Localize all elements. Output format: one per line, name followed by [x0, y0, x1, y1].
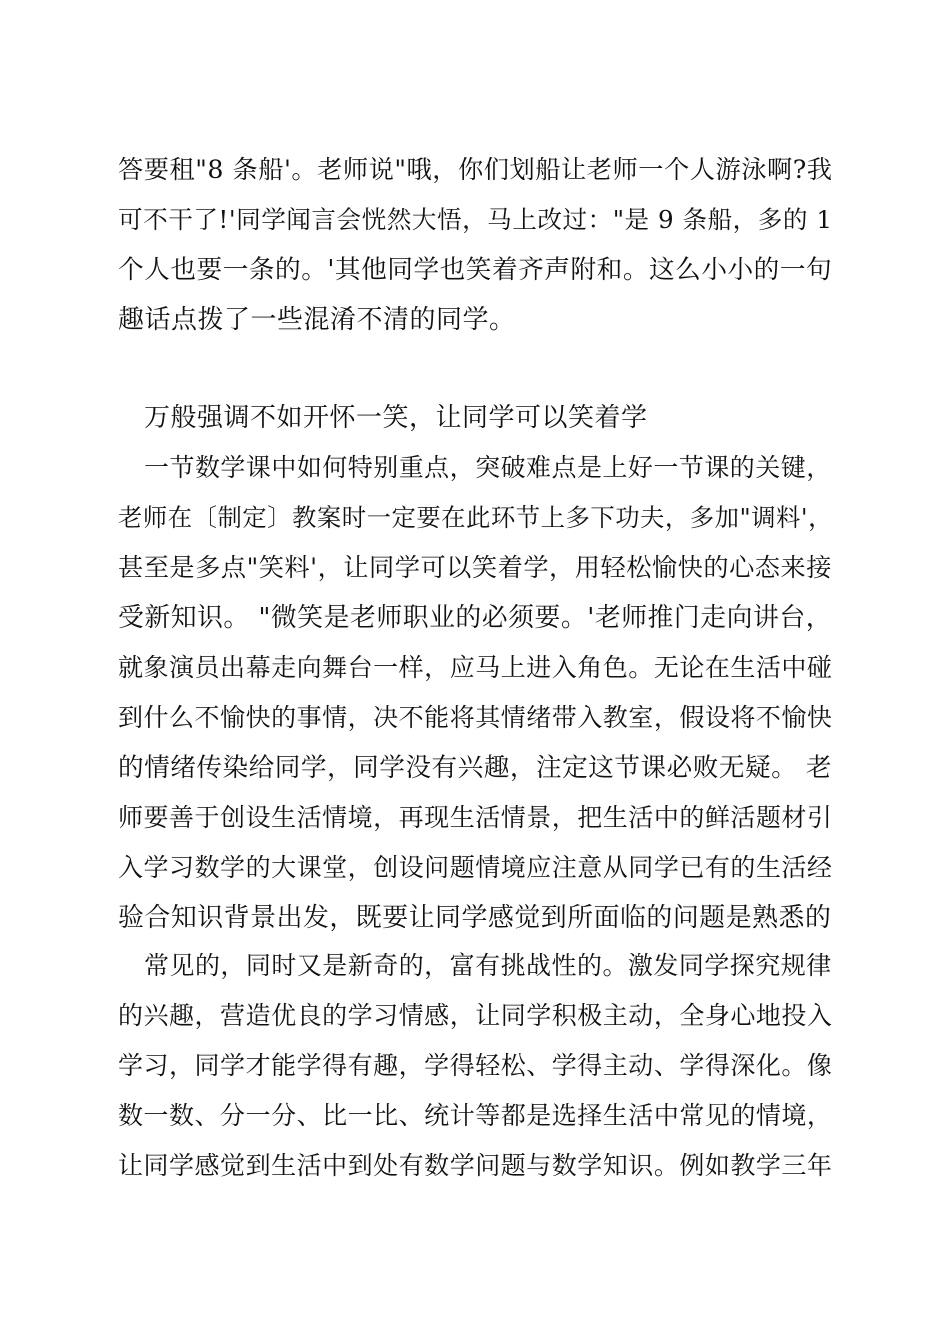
text-line: 验合知识背景出发，既要让同学感觉到所面临的问题是熟悉的: [118, 903, 832, 933]
text-line: 就象演员出幕走向舞台一样，应马上进入角色。无论在生活中碰: [118, 653, 833, 682]
section-heading: 万般强调不如开怀一笑，让同学可以笑着学: [144, 403, 648, 433]
text-line: 学习，同学才能学得有趣，学得轻松、学得主动、学得深化。像: [118, 1051, 833, 1080]
text-line: 的兴趣，营造优良的学习情感，让同学积极主动，全身心地投入: [118, 1001, 833, 1030]
text-line: 受新知识。 "微笑是老师职业的必须要。'老师推门走向讲台，: [118, 603, 833, 633]
text-line: 可不干了!'同学闻言会恍然大悟，马上改过："是 9 条船，多的 1: [118, 205, 833, 234]
text-line: 的情绪传染给同学，同学没有兴趣，注定这节课必败无疑。 老: [118, 753, 833, 783]
text-line: 甚至是多点"笑料'，让同学可以笑着学，用轻松愉快的心态来接: [118, 553, 832, 582]
text-line: 师要善于创设生活情境，再现生活情景，把生活中的鲜活题材引: [118, 803, 833, 832]
text-line: 老师在〔制定〕教案时一定要在此环节上多下功夫，多加"调料'，: [118, 503, 833, 532]
text-line: 数一数、分一分、比一比、统计等都是选择生活中常见的情境，: [118, 1101, 833, 1130]
text-line: 让同学感觉到生活中到处有数学问题与数学知识。例如教学三年: [118, 1151, 833, 1180]
text-line: 入学习数学的大课堂，创设问题情境应注意从同学已有的生活经: [118, 853, 833, 882]
text-line: 常见的，同时又是新奇的，富有挑战性的。激发同学探究规律: [144, 951, 832, 980]
text-line: 到什么不愉快的事情，决不能将其情绪带入教室，假设将不愉快: [118, 703, 833, 732]
text-line: 答要租"8 条船'。老师说"哦，你们划船让老师一个人游泳啊?我: [118, 155, 833, 184]
text-line: 一节数学课中如何特别重点，突破难点是上好一节课的关键，: [144, 453, 832, 482]
text-line: 个人也要一条的。'其他同学也笑着齐声附和。这么小小的一句: [118, 255, 833, 285]
text-line: 趣话点拨了一些混淆不清的同学。: [118, 305, 516, 335]
